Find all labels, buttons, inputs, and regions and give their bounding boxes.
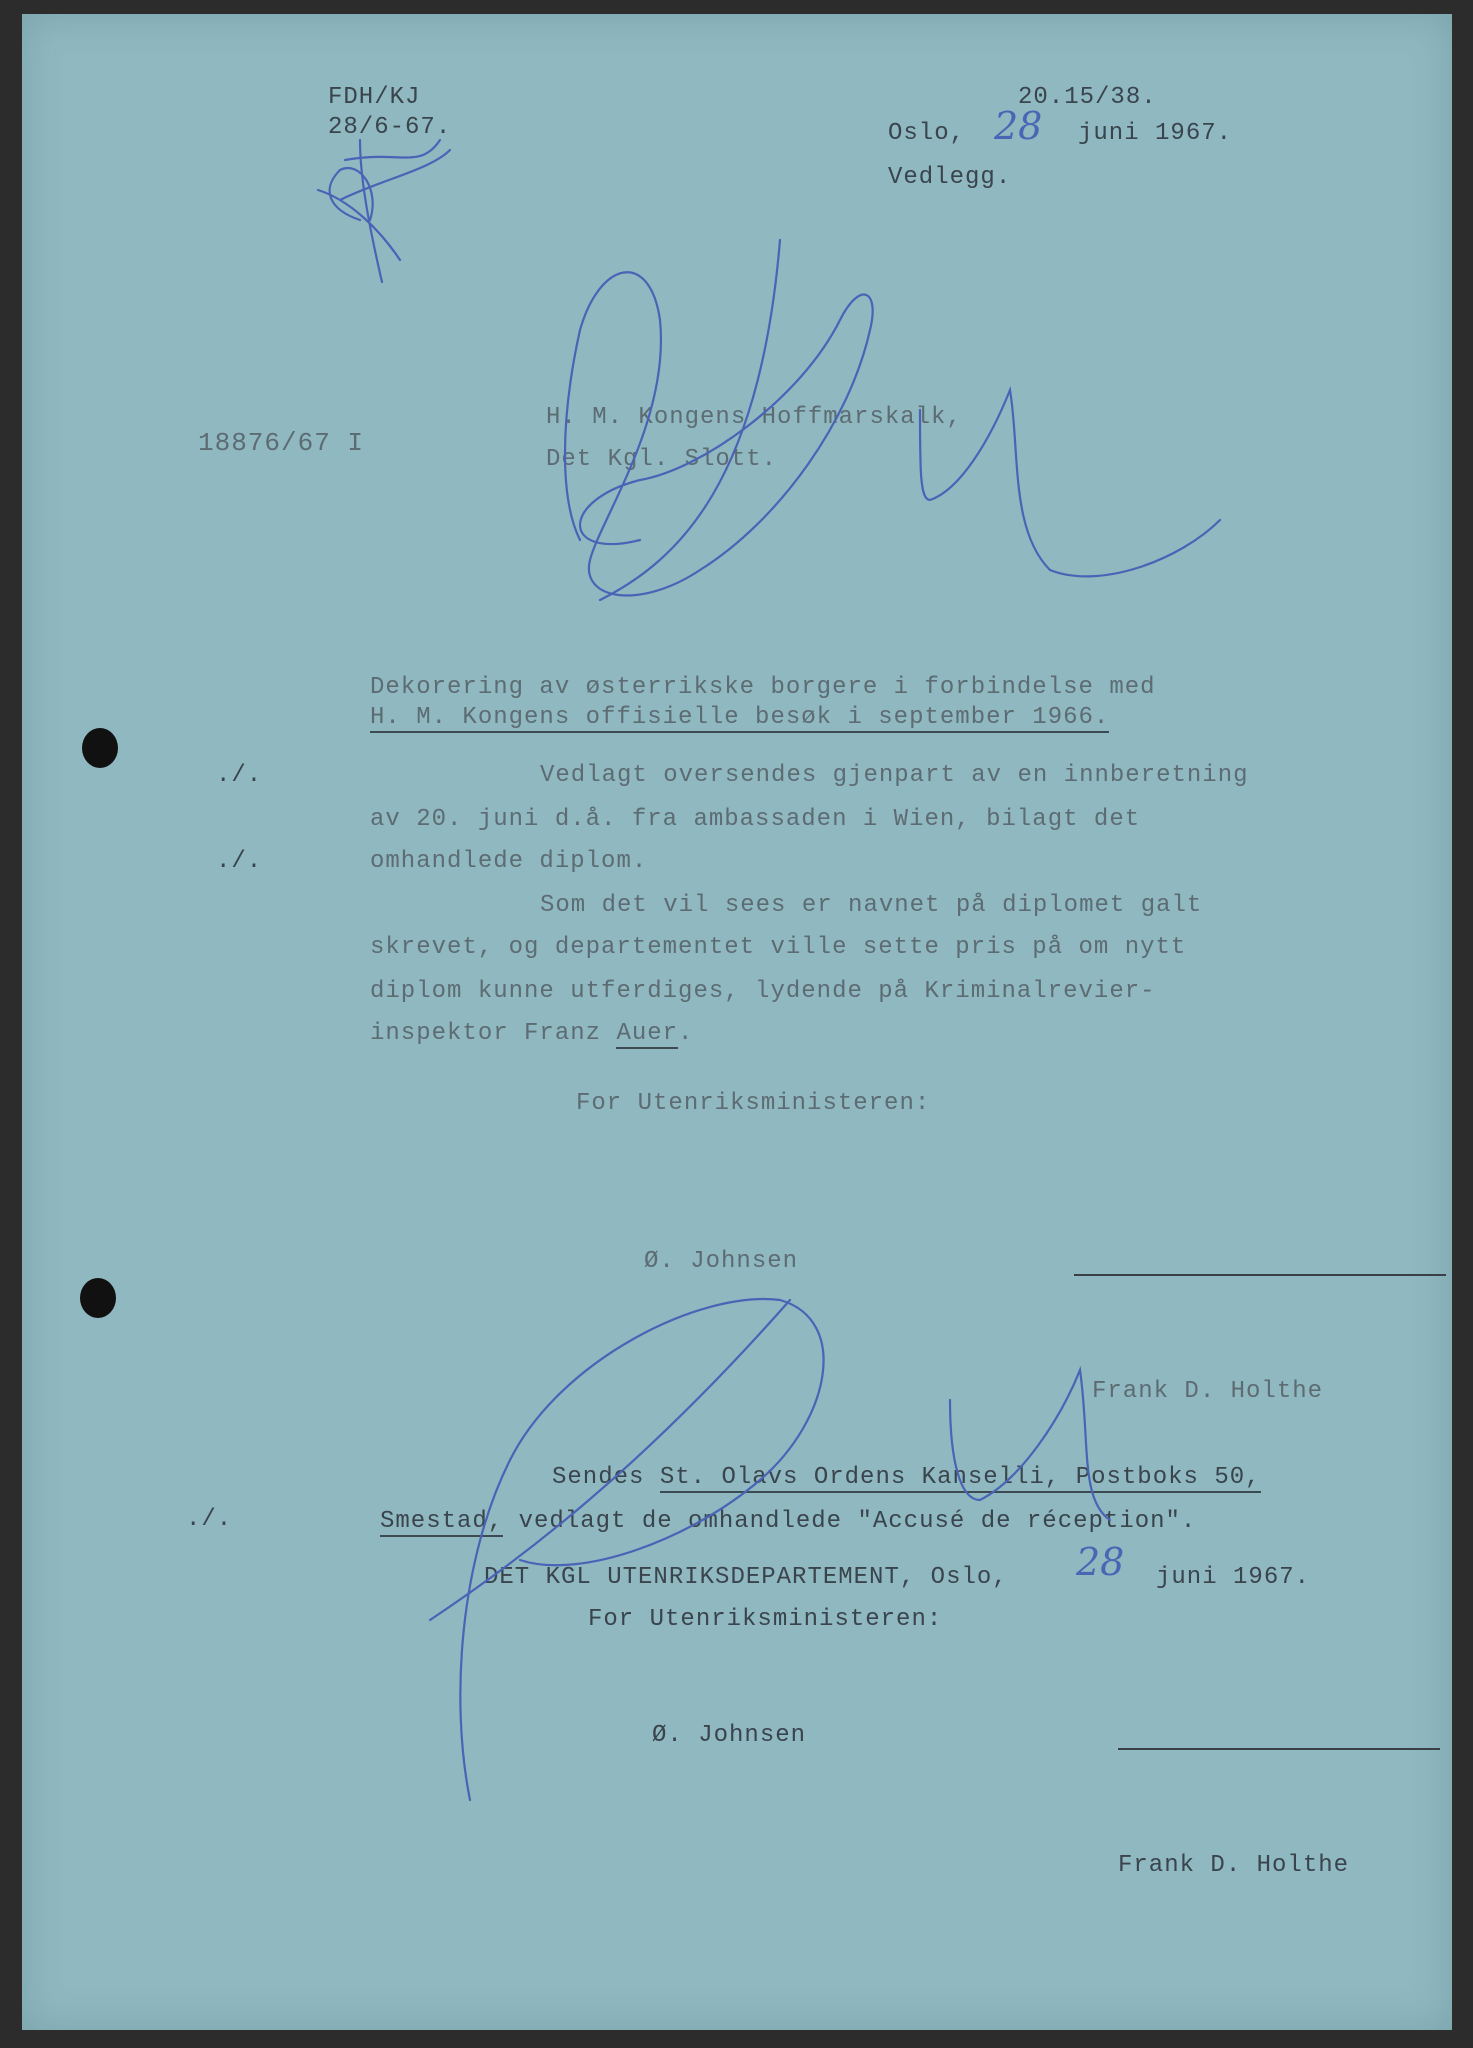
body-line: Som det vil sees er navnet på diplomet galt [540, 892, 1203, 919]
body-line: omhandlede diplom. [370, 848, 648, 875]
forward-text: vedlagt de omhandlede "Accusé de réception". [503, 1508, 1197, 1535]
subject-line-2: H. M. Kongens offisielle besøk i september 1966. [370, 704, 1110, 731]
attachment-label: Vedlegg. [888, 164, 1012, 191]
punch-hole-lower [80, 1278, 116, 1318]
forward-text: Sendes [552, 1464, 660, 1491]
signer-left: Ø. Johnsen [644, 1248, 799, 1275]
underlined-name: Auer [616, 1020, 679, 1047]
file-reference: 20.15/38. [1018, 84, 1157, 111]
place: Oslo, [888, 120, 966, 147]
initials: FDH/KJ [328, 84, 421, 111]
body-line [370, 1020, 693, 1047]
punch-hole-upper [82, 728, 118, 768]
forward-recipient: St. Olavs Ordens Kanselli, Postboks 50, [659, 1464, 1261, 1491]
forward-line-2 [380, 1508, 1196, 1535]
body-text: . [678, 1020, 694, 1047]
signer-right: Frank D. Holthe [1092, 1378, 1324, 1405]
recipient-line-2: Det Kgl. Slott. [546, 446, 778, 473]
recipient-line-1: H. M. Kongens Hoffmarskalk, [546, 404, 962, 431]
journal-number: 18876/67 I [198, 428, 365, 458]
signer-left: Ø. Johnsen [652, 1722, 807, 1749]
for-minister-line: For Utenriksministeren: [588, 1606, 943, 1633]
subject-line-1: Dekorering av østerrikske borgere i forbindelse med [370, 674, 1156, 701]
margin-mark: ./. [186, 1506, 233, 1533]
body-line: skrevet, og departementet ville sette pris på om nytt [370, 934, 1187, 961]
month-year: juni 1967. [1078, 120, 1233, 147]
forward-line-3: DET KGL UTENRIKSDEPARTEMENT, Oslo, [484, 1564, 1008, 1591]
body-text: inspektor Franz [370, 1020, 617, 1047]
signature-line [1074, 1274, 1446, 1276]
signer-right: Frank D. Holthe [1118, 1852, 1350, 1879]
forward-place: Smestad, [380, 1508, 504, 1535]
forward-line-1 [552, 1464, 1261, 1491]
for-minister-line: For Utenriksministeren: [576, 1090, 931, 1117]
body-line: diplom kunne utferdiges, lydende på Kriminalrevier- [370, 978, 1156, 1005]
body-line: Vedlagt oversendes gjenpart av en innberetning [540, 762, 1249, 789]
margin-mark: ./. [216, 762, 263, 789]
margin-mark: ./. [216, 848, 263, 875]
initials-date: 28/6-67. [328, 114, 452, 141]
signature-line [1118, 1748, 1440, 1750]
forward-date: juni 1967. [1156, 1564, 1311, 1591]
handwritten-day: 28 [994, 104, 1043, 148]
body-line: av 20. juni d.å. fra ambassaden i Wien, bilagt det [370, 806, 1141, 833]
handwritten-day: 28 [1076, 1540, 1125, 1584]
